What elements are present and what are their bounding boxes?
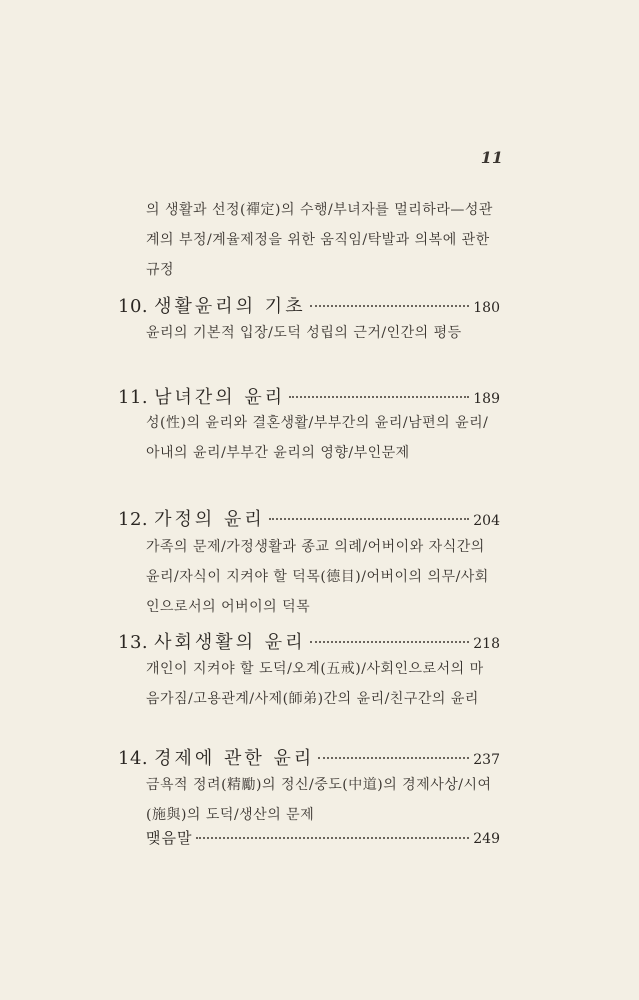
entry-description: 개인이 지켜야 할 도덕/오계(五戒)/사회인으로서의 마음가짐/고용관계/사제(師弟)간의 윤리/친구간의 윤리: [146, 661, 484, 707]
toc-entry-closing[interactable]: [146, 827, 500, 848]
entry-page: 218: [473, 636, 500, 652]
entry-number: 12.: [118, 509, 149, 530]
dot-leader: [318, 757, 469, 759]
entry-page: 189: [473, 391, 500, 407]
dot-leader: [269, 518, 469, 520]
entry-title: 생활윤리의 기초: [154, 296, 306, 317]
entry-page: 180: [473, 300, 500, 316]
entry-description: 성(性)의 윤리와 결혼생활/부부간의 윤리/남편의 윤리/아내의 윤리/부부간 윤리의 영향/부인문제: [146, 415, 489, 461]
dot-leader: [310, 641, 470, 643]
entry-title: 맺음말: [146, 829, 193, 847]
toc-entry-11[interactable]: [118, 383, 500, 409]
continuation-text: 의 생활과 선정(禪定)의 수행/부녀자를 멀리하라—성관계의 부정/계율제정을 위한 움직임/탁발과 의복에 관한 규정: [146, 202, 493, 278]
toc-entry-13[interactable]: [118, 628, 500, 654]
entry-number: 14.: [118, 748, 149, 769]
toc-entry-12[interactable]: [118, 505, 500, 531]
dot-leader: [310, 305, 470, 307]
entry-description: 윤리의 기본적 입장/도덕 성립의 근거/인간의 평등: [146, 325, 462, 341]
entry-page: 204: [473, 513, 500, 529]
page-number: 11: [480, 148, 503, 167]
toc-entry-14[interactable]: [118, 744, 500, 770]
entry-description: 금욕적 정려(精勵)의 정신/중도(中道)의 경제사상/시여(施與)의 도덕/생산의 문제: [146, 777, 492, 823]
entry-title: 사회생활의 윤리: [154, 632, 306, 653]
entry-page: 237: [473, 752, 500, 768]
entry-number: 10.: [118, 296, 149, 317]
dot-leader: [196, 837, 469, 839]
entry-title: 가정의 윤리: [154, 509, 265, 530]
entry-number: 11.: [118, 387, 149, 408]
entry-title: 경제에 관한 윤리: [154, 748, 315, 769]
toc-entry-10[interactable]: [118, 292, 500, 318]
entry-title: 남녀간의 윤리: [154, 387, 286, 408]
entry-page: 249: [473, 831, 500, 847]
entry-number: 13.: [118, 632, 149, 653]
entry-description: 가족의 문제/가정생활과 종교 의례/어버이와 자식간의 윤리/자식이 지켜야 할 덕목(德目)/어버이의 의무/사회인으로서의 어버이의 덕목: [146, 539, 489, 615]
dot-leader: [289, 396, 469, 398]
